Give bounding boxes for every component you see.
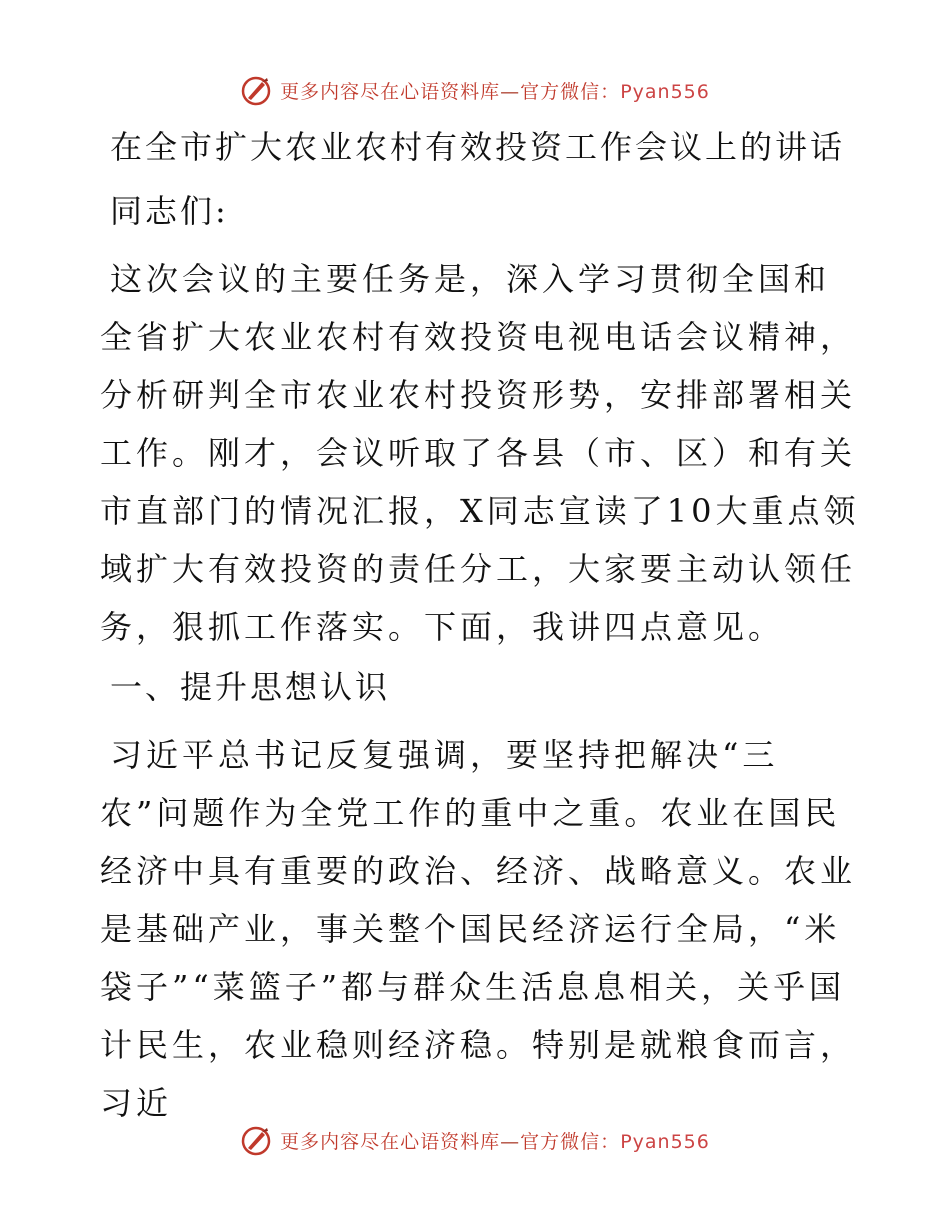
- section-1-paragraph: 习近平总书记反复强调，要坚持把解决“三农”问题作为全党工作的重中之重。农业在国民经济中具有重要的政治、经济、战略意义。农业是基础产业，事关整个国民经济运行全局，“米袋子”“菜篮子”都与群众生活息息相关，关乎国计民生，农业稳则经济稳。特别是就粮食而言，习近: [100, 736, 857, 1122]
- header-watermark: [0, 70, 950, 110]
- document-body: [100, 122, 860, 1138]
- salutation: 同志们:: [110, 192, 229, 230]
- document-title: 在全市扩大农业农村有效投资工作会议上的讲话: [110, 128, 846, 166]
- watermark-text: 更多内容尽在心语资料库—官方微信：Pyan556: [280, 80, 710, 103]
- section-heading-1: 一、提升思想认识: [110, 668, 391, 706]
- red-quill-circle-icon: [240, 1124, 272, 1156]
- intro-paragraph: 这次会议的主要任务是，深入学习贯彻全国和全省扩大农业农村有效投资电视电话会议精神，分析研判全市农业农村投资形势，安排部署相关工作。刚才，会议听取了各县（市、区）和有关市直部门的情况汇报，X同志宣读了10大重点领域扩大有效投资的责任分工，大家要主动认领任务，狠抓工作落实。下面，我讲四点意见。: [100, 260, 860, 646]
- red-quill-circle-icon: [240, 74, 272, 106]
- watermark-text: 更多内容尽在心语资料库—官方微信：Pyan556: [280, 1130, 710, 1153]
- footer-watermark: [0, 1120, 950, 1160]
